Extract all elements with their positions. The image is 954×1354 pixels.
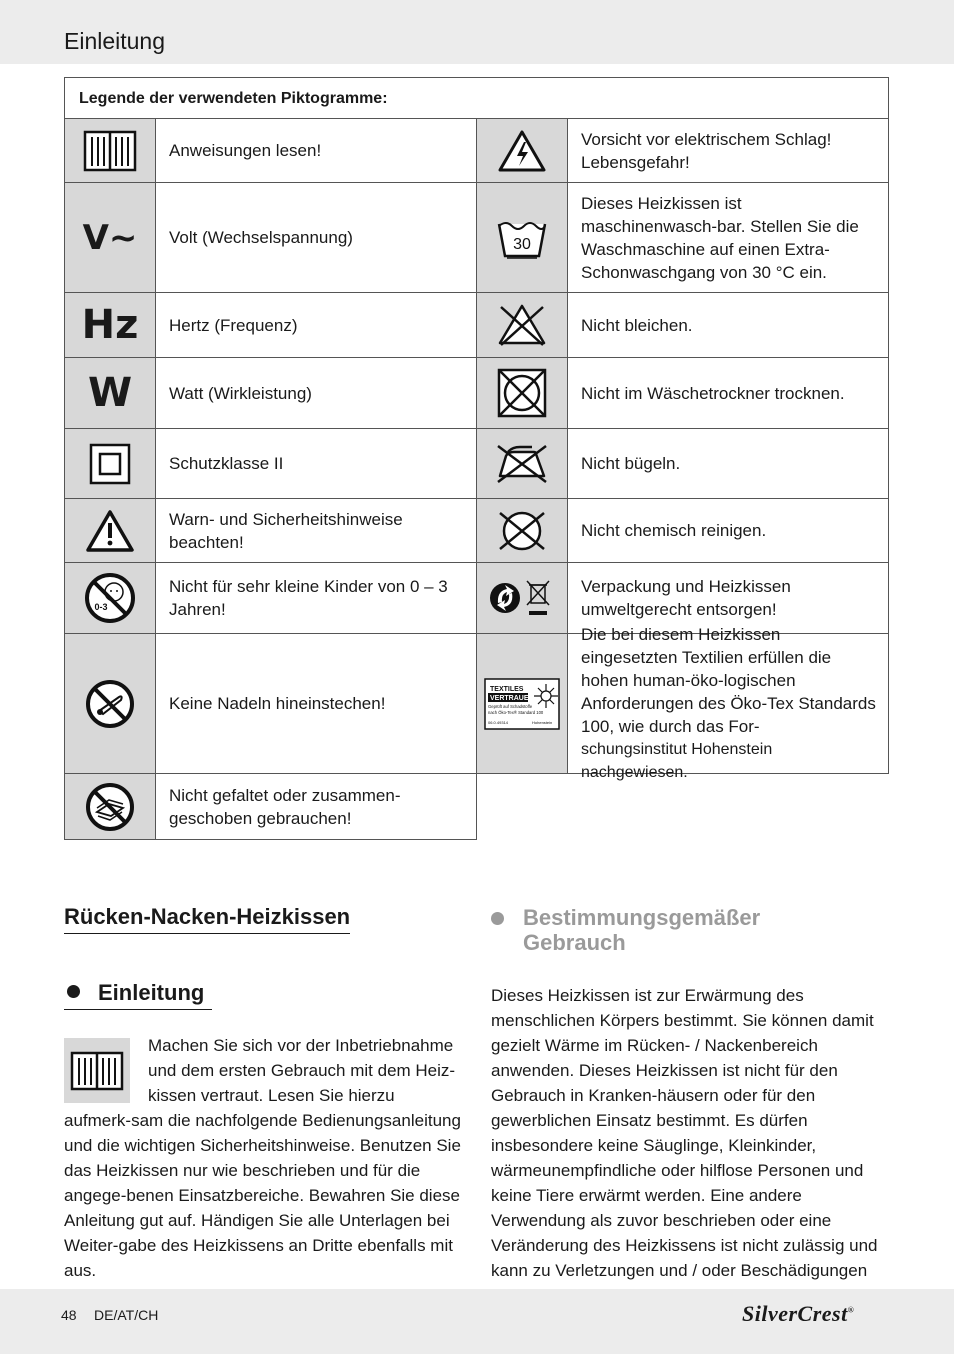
legend-text: Verpackung und Heizkissen umweltgerecht entsorgen! <box>581 577 791 619</box>
legend-text: Warn- und Sicherheitshinweise beachten! <box>169 509 403 552</box>
region-label: DE/AT/CH <box>94 1307 159 1323</box>
legend-row <box>64 429 889 499</box>
product-heading: Rücken-Nacken-Heizkissen <box>64 904 350 934</box>
watt-glyph: W <box>87 370 133 416</box>
no-bleach-icon <box>477 293 568 357</box>
volt-ac-icon <box>65 183 156 292</box>
intended-use-paragraph: Dieses Heizkissen ist zur Erwärmung des menschlichen Körpers bestimmt. Sie können damit gezielt Wärme im Rücken- / Nackenbereich anwenden. Dieses Heizkissen ist nicht für den Gebrauch in Kranken-häusern oder für den gewerblichen Einsatz bestimmt. Es dürfen insbesondere keine Säuglinge, Kleinkinder, wärmeunempfindliche oder hilflose Personen und keine Tiere erwärmt werden. Eine andere Verwendung als zuvor beschrieben oder eine Veränderung des Heizkissens ist nicht zulässig und kann zu Verletzungen und / oder Beschädigungen <box>491 986 878 1280</box>
legend-row <box>64 358 889 429</box>
legend-text: Watt (Wirkleistung) <box>169 383 312 403</box>
legend-text: Vorsicht vor elektrischem Schlag! Lebensgefahr! <box>581 129 832 172</box>
label-institute: Hohenstein <box>532 719 553 725</box>
legend-text: Die bei diesem Heizkissen eingesetzten Textilien erfüllen die hohen human-öko-logischen Anforderungen des Öko-Tex Standards 100, wie durch das For- <box>581 625 876 736</box>
bullet-icon <box>67 985 80 998</box>
label-line2: VERTRAUEN <box>490 694 534 702</box>
label-line1: TEXTILES <box>490 685 524 693</box>
brand-logo <box>742 1301 854 1327</box>
legend-text: Nicht bügeln. <box>581 454 681 473</box>
page-title: Einleitung <box>64 28 166 54</box>
no-small-children-icon <box>65 563 156 633</box>
age-label: 0-3 <box>94 602 108 612</box>
no-iron-icon <box>477 429 568 498</box>
legend-text: Schutzklasse II <box>169 454 284 473</box>
watt-icon <box>65 358 156 428</box>
brand-mark: ® <box>847 1305 855 1315</box>
legend-text: Keine Nadeln hineinstechen! <box>169 694 386 713</box>
wash-temperature: 30 <box>513 235 531 253</box>
legend-row <box>64 625 889 781</box>
pictogram-legend-table <box>64 77 889 840</box>
legend-text: Dieses Heizkissen ist maschinenwasch-bar. Stellen Sie die Waschmaschine auf einen Extra-Schonwaschgang von 30 °C ein. <box>581 193 859 282</box>
wash-30-icon <box>477 183 568 292</box>
no-folding-icon <box>65 774 156 839</box>
no-dry-clean-icon <box>477 499 568 562</box>
oeko-tex-label-icon <box>477 634 568 773</box>
bullet-icon <box>491 912 504 925</box>
no-needles-icon <box>65 634 156 773</box>
legend-heading: Legende der verwendeten Piktogramme: <box>64 77 889 119</box>
legend-text: Nicht für sehr kleine Kinder von 0 – 3 Jahren! <box>169 577 448 619</box>
legend-text: Anweisungen lesen! <box>169 141 322 160</box>
volt-glyph: V~ <box>82 217 138 258</box>
legend-text: Nicht chemisch reinigen. <box>581 521 767 540</box>
hertz-icon <box>65 293 156 357</box>
legend-text-small: schungsinstitut Hohenstein nachgewiesen. <box>581 741 773 781</box>
legend-text: Nicht bleichen. <box>581 315 693 335</box>
label-line3: Geprüft auf Schadstoffe <box>488 703 533 709</box>
legend-text: Hertz (Frequenz) <box>169 315 298 335</box>
legend-row <box>64 499 889 563</box>
page-header <box>0 0 954 64</box>
recycling-disposal-icon <box>477 563 568 633</box>
legend-row <box>64 119 889 183</box>
legend-text: Nicht im Wäschetrockner trocknen. <box>581 383 845 403</box>
electric-shock-warning-icon <box>477 119 568 182</box>
intended-use-heading-text: Bestimmungsgemäßer Gebrauch <box>523 905 761 955</box>
brand-name: SilverCrest <box>742 1301 848 1326</box>
protection-class-2-icon <box>65 429 156 498</box>
legend-text: Nicht gefaltet oder zusammen-geschoben gebrauchen! <box>169 785 401 828</box>
label-line4: nach Öko-Tex® Standard 100 <box>488 709 544 715</box>
intro-text: Machen Sie sich vor der Inbetriebnahme und dem ersten Gebrauch mit dem Heiz-kissen vertraut. Lesen Sie hierzu aufmerk-sam die nachfolgende Bedienungsanleitung und die wichtigen Sicherheitshinweise. Benutzen Sie das Heizkissen nur wie beschrieben und für die angege-benen Einsatzbereiche. Bewahren Sie diese Anleitung gut auf. Händigen Sie alle Unterlagen bei Weiter-gabe des Heizkissens an Dritte ebenfalls mit aus. <box>64 1036 461 1280</box>
intro-heading <box>64 980 212 1010</box>
intended-use-heading <box>491 905 821 955</box>
book-icon <box>65 119 156 182</box>
intro-heading-text: Einleitung <box>98 980 205 1005</box>
no-tumble-dry-icon <box>477 358 568 428</box>
legend-row <box>64 293 889 358</box>
intro-paragraph <box>64 1033 464 1283</box>
hertz-glyph: Hz <box>81 302 139 348</box>
legend-row <box>64 183 889 293</box>
page-footer <box>0 1289 954 1354</box>
label-code: 06.0.49314 <box>488 719 509 725</box>
warning-triangle-icon <box>65 499 156 562</box>
legend-text: Volt (Wechselspannung) <box>169 228 353 247</box>
page-number: 48 <box>61 1307 77 1323</box>
